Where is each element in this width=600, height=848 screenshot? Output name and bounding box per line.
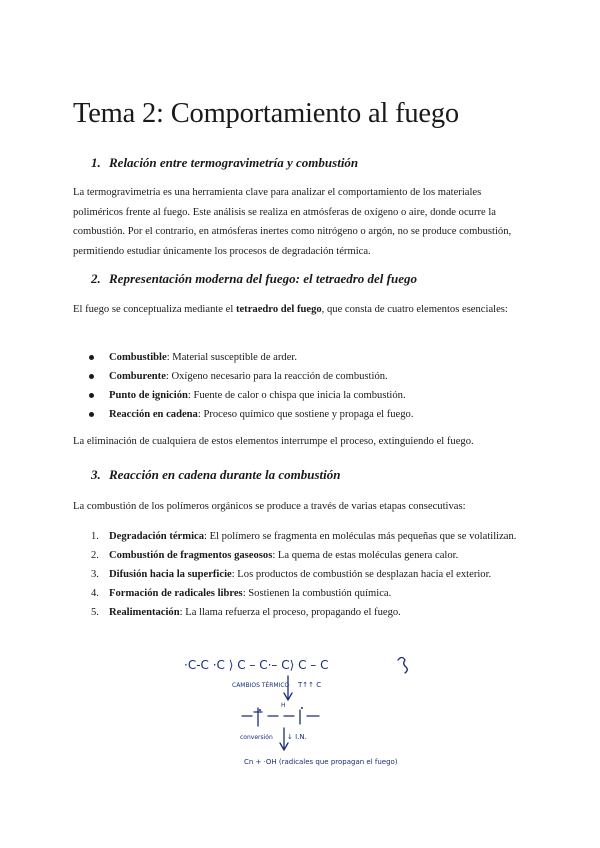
list-item-term: Degradación térmica [109,531,205,542]
list-item-number: 3. [91,569,99,580]
sketch-label-left: CAMBIOS TÉRMICO [232,682,290,689]
section-1-paragraph: La termogravimetría es una herramienta clave para analizar el comportamiento de los materiales poliméricos frente al fuego. Este análisis se realiza en atmósferas de oxígeno o aire, donde ocurre la combustión. Por el contrario, en atmósferas inertes como nitrógeno o argón, no se produce combustión, permitiendo estudiar únicamente los procesos de degradación térmica. [73,187,512,257]
fire-tetrahedron-list [73,348,533,424]
list-item-desc: : El polímero se fragmenta en moléculas más pequeñas que se volatilizan. [204,531,517,542]
section-2-closing: La eliminación de cualquiera de estos elementos interrumpe el proceso, extinguiendo el fuego. [73,436,474,447]
list-item-desc: : La quema de estas moléculas genera calor. [272,550,459,561]
list-item-desc: : Los productos de combustión se desplazan hacia el exterior. [231,569,492,580]
list-item-number: 1. [91,531,99,542]
sketch-drawing [174,648,430,776]
section-2-title: Representación moderna del fuego: el tetraedro del fuego [109,271,417,286]
handwritten-sketch [174,648,430,776]
section-3-title: Reacción en cadena durante la combustión [109,467,341,482]
list-item-number: 4. [91,588,99,599]
list-item [73,527,533,546]
list-item [73,386,533,405]
list-item-term: Realimentación [109,607,180,618]
section-2-intro-text: El fuego se conceptualiza mediante el [73,304,236,315]
list-item-term: Punto de ignición [109,390,188,401]
sketch-label-convert: conversión [240,734,273,741]
list-item [73,565,533,584]
section-1-heading [91,155,358,171]
section-2-intro-bold: tetraedro del fuego [235,304,322,315]
section-1-title: Relación entre termogravimetría y combustión [109,155,359,170]
list-item-desc: : Proceso químico que sostiene y propaga el fuego. [197,409,414,420]
list-item-term: Combustible [109,352,167,363]
list-item [73,603,533,622]
list-item-desc: : Material susceptible de arder. [166,352,297,363]
section-3-intro: La combustión de los polímeros orgánicos se produce a través de varias etapas consecutivas: [73,501,466,512]
sketch-chain-text: ·C-C ·C ⟩ C – C·– C⟩ C – C [184,658,329,672]
section-3-heading [91,467,340,483]
list-item-number: 5. [91,607,99,618]
list-item-number: 2. [91,550,99,561]
radical-dot-icon [301,707,303,709]
flame-mark-icon [398,658,407,674]
list-item-desc: : Fuente de calor o chispa que inicia la combustión. [187,390,406,401]
page-title: Tema 2: Comportamiento al fuego [73,98,459,129]
sketch-label-right: T↑↑ C [298,681,322,689]
list-item-desc: : Oxígeno necesario para la reacción de combustión. [165,371,388,382]
list-item-desc: : Sostienen la combustión química. [242,588,392,599]
list-item-term: Reacción en cadena [109,409,198,420]
radical-dot-icon [259,709,261,711]
list-item [73,405,533,424]
list-item-desc: : La llama refuerza el proceso, propagando el fuego. [179,607,401,618]
list-item [73,348,533,367]
sketch-h-label: H [281,702,286,709]
combustion-steps-list [73,527,533,622]
section-2-number: 2. [91,271,101,286]
radical-structure-lines [242,708,319,726]
list-item-term: Difusión hacia la superficie [109,569,232,580]
list-item [73,584,533,603]
sketch-bottom-text: Cn + ·OH (radicales que propagan el fuego) [244,758,398,766]
section-3-number: 3. [91,467,101,482]
list-item [73,367,533,386]
list-item-term: Formación de radicales libres [109,588,243,599]
sketch-label-convert-right: ↓ I.N. [287,733,307,741]
list-item-term: Comburente [109,371,166,382]
list-item-term: Combustión de fragmentos gaseosos [109,550,273,561]
section-1-number: 1. [91,155,101,170]
section-2-intro-text-end: , que consta de cuatro elementos esenciales: [321,304,508,315]
list-item [73,546,533,565]
section-2-intro [73,300,533,320]
section-2-heading [91,271,417,287]
